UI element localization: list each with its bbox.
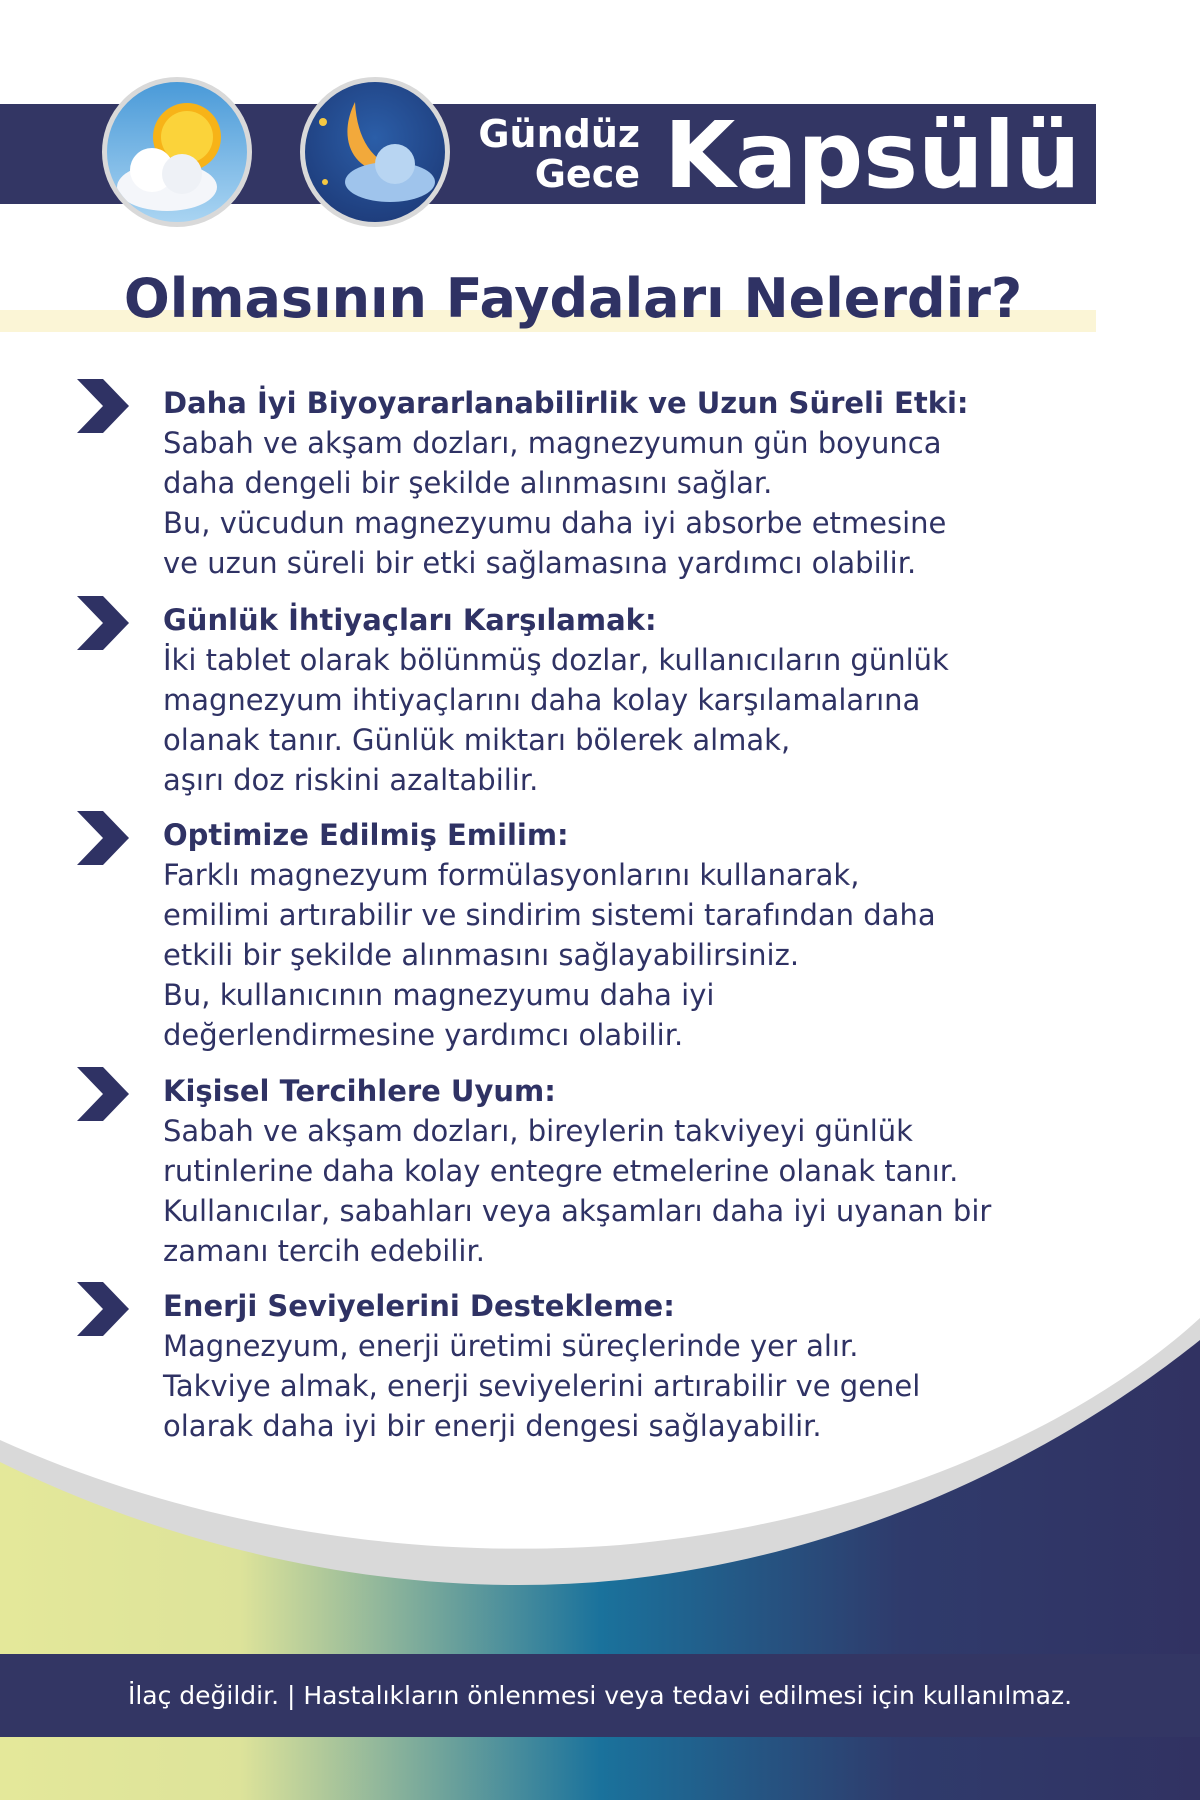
sun-cloud-icon	[102, 77, 252, 227]
benefit-item	[163, 1071, 1173, 1271]
benefit-item	[163, 815, 1173, 1055]
page-title: Olmasının Faydaları Nelerdir?	[123, 267, 1023, 330]
chevron-right-icon	[77, 596, 129, 650]
benefit-body: Magnezyum, enerji üretimi süreçlerinde yer alır. Takviye almak, enerji seviyelerini artırabilir ve genel olarak daha iyi bir enerji dengesi sağlayabilir.	[163, 1329, 921, 1443]
disclaimer-footer: İlaç değildir. | Hastalıkların önlenmesi veya tedavi edilmesi için kullanılmaz.	[0, 1654, 1200, 1737]
benefit-heading: Günlük İhtiyaçları Karşılamak:	[163, 603, 657, 637]
chevron-right-icon	[77, 1282, 129, 1336]
benefit-item	[163, 1286, 1173, 1446]
chevron-right-icon	[77, 1067, 129, 1121]
header-line2: Gece	[534, 152, 640, 196]
moon-cloud-icon	[300, 77, 450, 227]
header-subtitle	[440, 114, 640, 194]
benefit-heading: Kişisel Tercihlere Uyum:	[163, 1074, 556, 1108]
chevron-right-icon	[77, 379, 129, 433]
benefit-body: Sabah ve akşam dozları, bireylerin takviyeyi günlük rutinlerine daha kolay entegre etmelerine olanak tanır. Kullanıcılar, sabahları veya akşamları daha iyi uyanan bir zamanı tercih edebilir.	[163, 1114, 992, 1268]
benefit-heading: Optimize Edilmiş Emilim:	[163, 818, 569, 852]
header-line1: Gündüz	[478, 112, 640, 156]
benefit-body: Sabah ve akşam dozları, magnezyumun gün boyunca daha dengeli bir şekilde alınmasını sağlar. Bu, vücudun magnezyumu daha iyi absorbe etmesine ve uzun süreli bir etki sağlamasına yardımcı olabilir.	[163, 426, 947, 580]
benefit-item	[163, 600, 1173, 800]
product-name: Kapsülü	[664, 102, 1081, 209]
chevron-right-icon	[77, 811, 129, 865]
benefit-body: İki tablet olarak bölünmüş dozlar, kullanıcıların günlük magnezyum ihtiyaçlarını daha kolay karşılamalarına olanak tanır. Günlük miktarı bölerek almak, aşırı doz riskini azaltabilir.	[163, 643, 949, 797]
benefit-heading: Daha İyi Biyoyararlanabilirlik ve Uzun Süreli Etki:	[163, 386, 969, 420]
benefit-item	[163, 383, 1173, 583]
benefit-heading: Enerji Seviyelerini Destekleme:	[163, 1289, 675, 1323]
benefit-body: Farklı magnezyum formülasyonlarını kullanarak, emilimi artırabilir ve sindirim sistemi tarafından daha etkili bir şekilde alınmasını sağlayabilirsiniz. Bu, kullanıcının magnezyumu daha iyi değerlendirmesine yardımcı olabilir.	[163, 858, 936, 1052]
